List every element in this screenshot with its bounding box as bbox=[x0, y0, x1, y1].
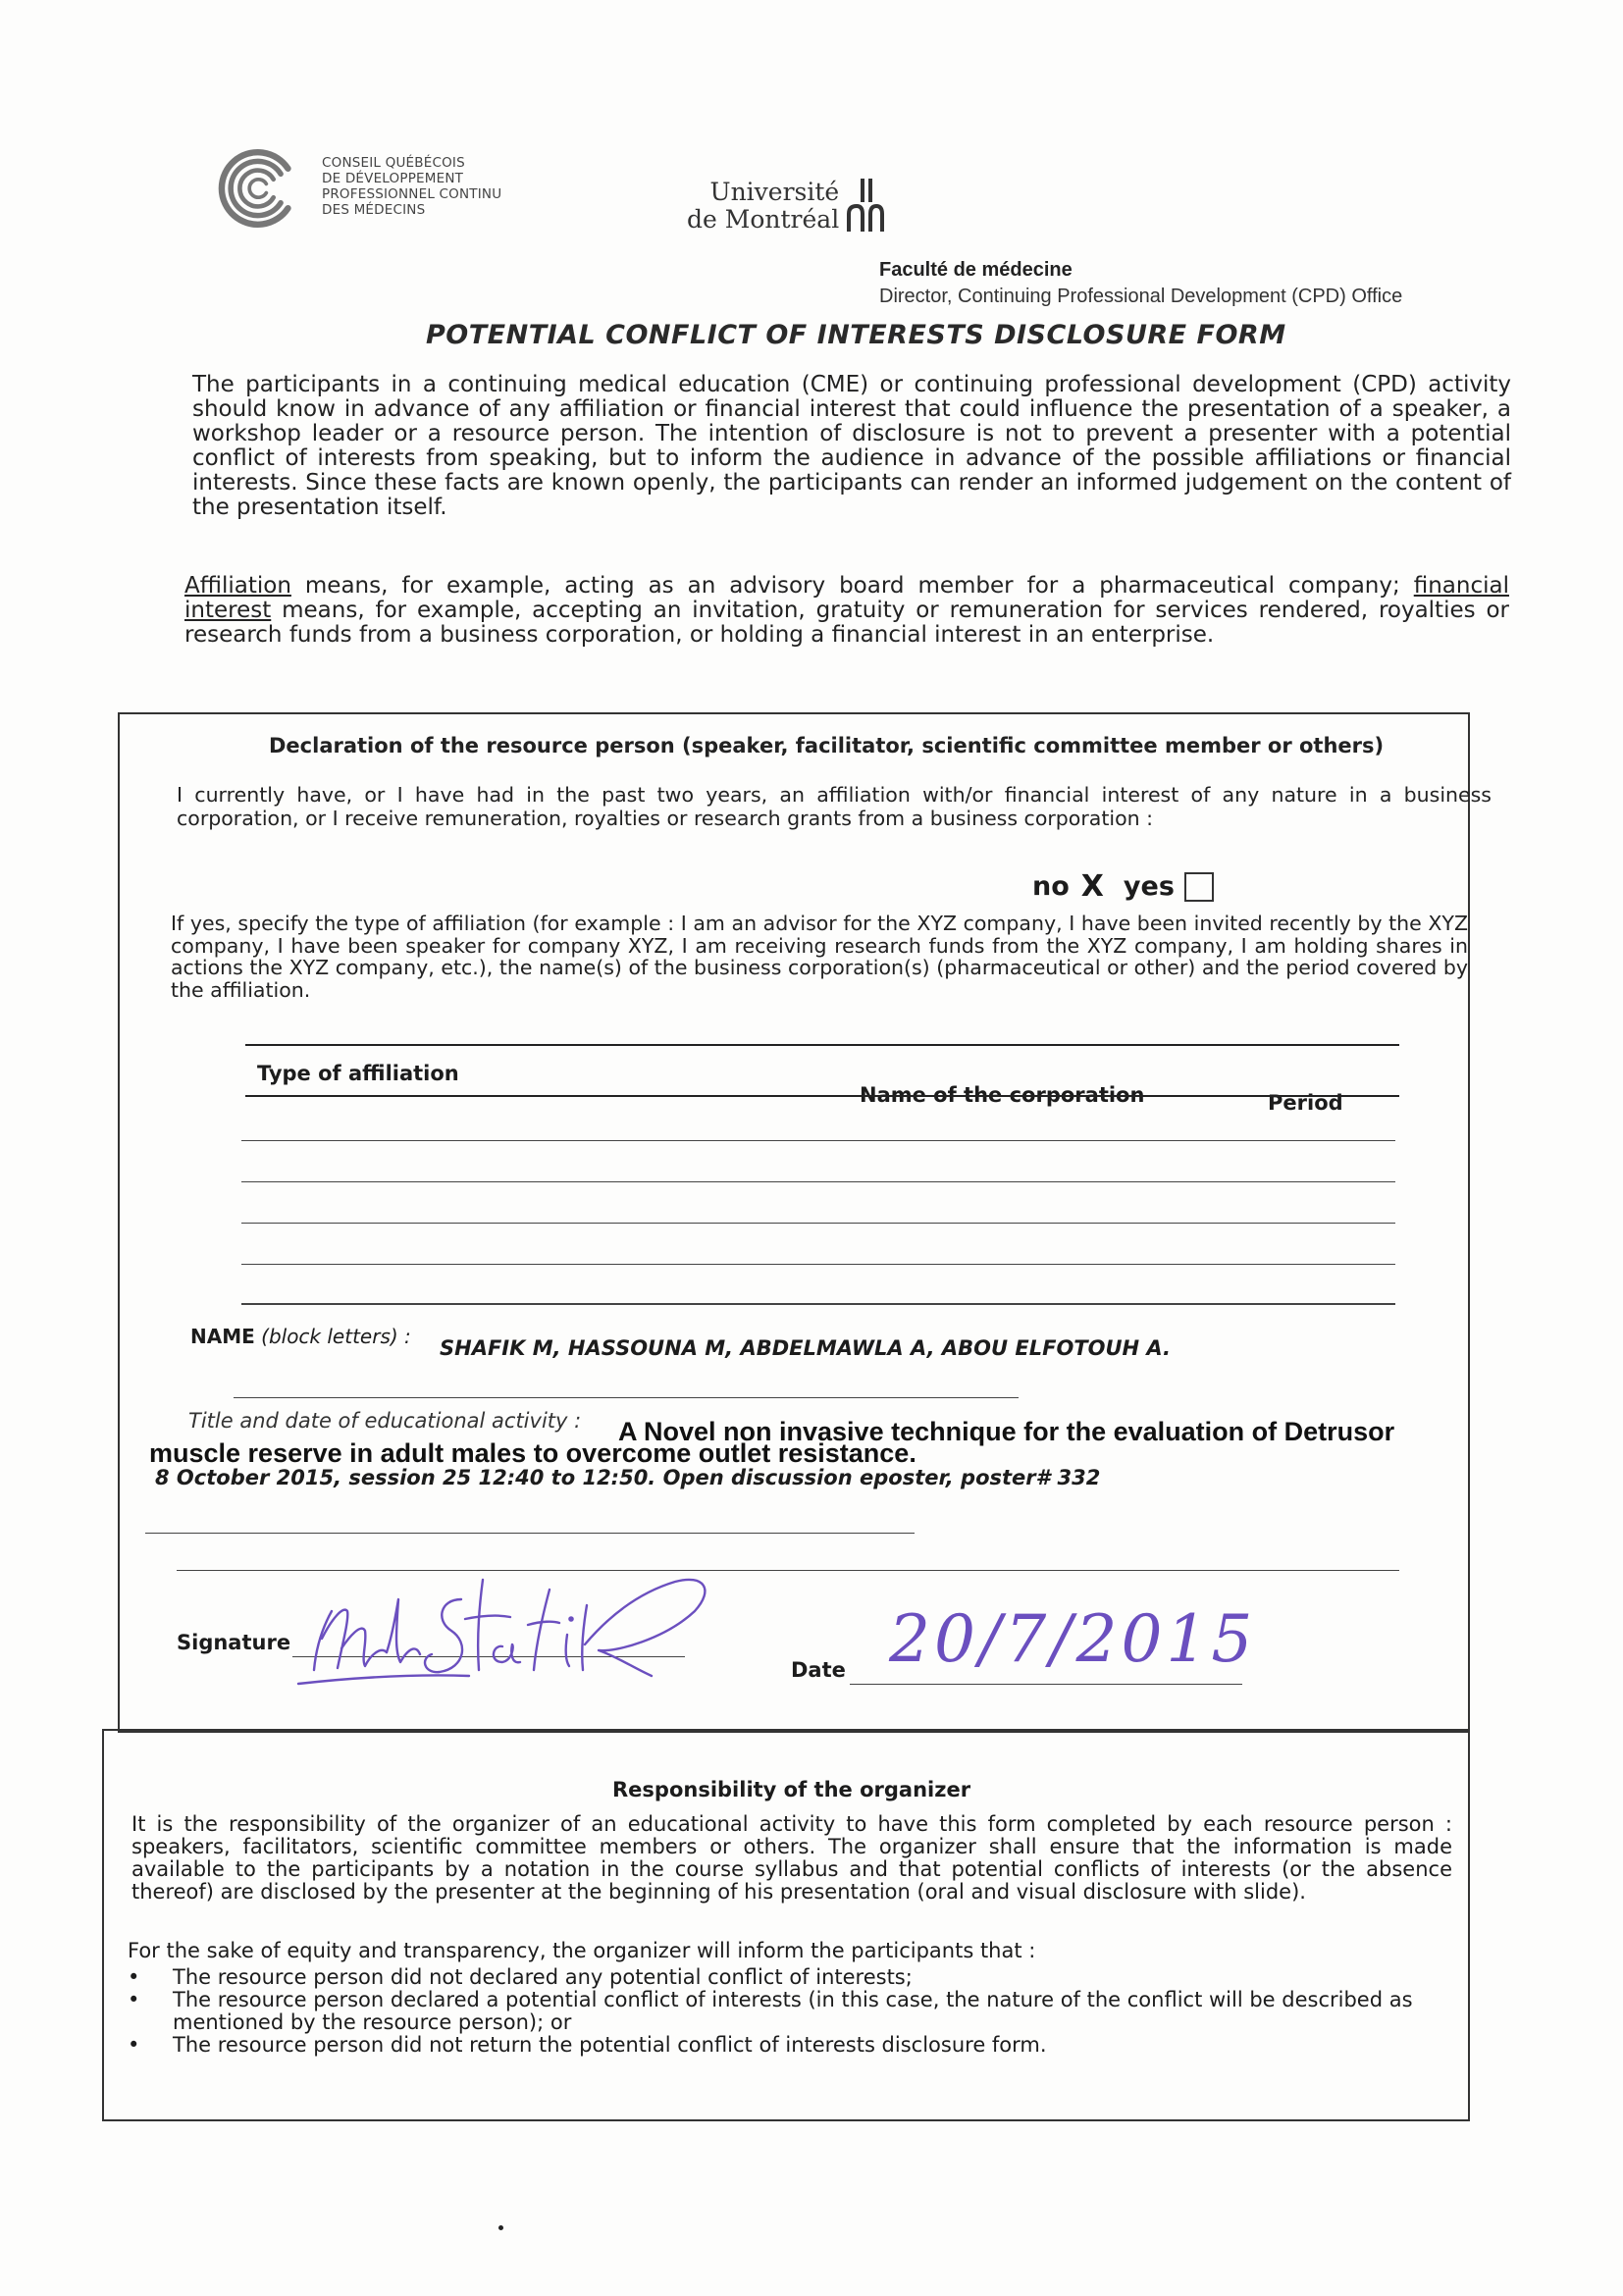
handwritten-date[interactable]: 20/7/2015 bbox=[889, 1601, 1257, 1677]
table-row[interactable] bbox=[241, 1264, 1395, 1265]
bullet-icon: • bbox=[128, 1988, 140, 2011]
intro-paragraph: The participants in a continuing medical education (CME) or continuing professional development (CPD) activity should know in advance of any affiliation or financial interest that could influence the presentation of a speaker, a workshop leader or a resource person. The intention of disclosure is not to prevent a presenter with a potential conflict of interests from speaking, but to inform the audience in advance of the possible affiliations or financial interests. Since these facts are known openly, the participants can render an informed judgement on the content of the presentation itself. bbox=[192, 372, 1511, 520]
faculty-block bbox=[879, 259, 1402, 308]
activity-title-line-2[interactable]: muscle reserve in adult males to overcome outlet resistance. bbox=[149, 1438, 916, 1468]
bullet-icon: • bbox=[128, 2033, 140, 2057]
table-row[interactable] bbox=[241, 1303, 1395, 1305]
list-item bbox=[128, 1989, 1452, 2034]
name-label-text: NAME bbox=[190, 1325, 255, 1348]
table-row[interactable] bbox=[241, 1181, 1395, 1182]
office-name: Director, Continuing Professional Development (CPD) Office bbox=[879, 286, 1403, 307]
yes-label: yes bbox=[1123, 871, 1175, 902]
cqdpcm-name bbox=[322, 155, 501, 218]
yes-checkbox[interactable] bbox=[1184, 872, 1214, 902]
udem-line-2: de Montréal bbox=[687, 205, 840, 234]
name-underline bbox=[234, 1397, 1019, 1398]
no-checkmark[interactable]: X bbox=[1080, 869, 1104, 904]
name-field-value[interactable]: SHAFIK M, HASSOUNA M, ABDELMAWLA A, ABOU ELFOTOUH A. bbox=[440, 1336, 1172, 1360]
affiliation-definition: means, for example, acting as an advisory board member for a pharmaceutical company; bbox=[290, 573, 1414, 599]
cqdpcm-line: PROFESSIONNEL CONTINU bbox=[322, 186, 502, 202]
column-header-type: Type of affiliation bbox=[257, 1062, 459, 1085]
if-yes-instructions: If yes, specify the type of affiliation (for example : I am an advisor for the XYZ company, I have been invited recently by the XYZ company, I have been speaker for company XYZ, I am receiving research funds from the XYZ company, I am holding shares in actions the XYZ company, etc.), the name(s) of the business corporation(s) (pharmaceutical or other) and the period covered by the affiliation. bbox=[171, 912, 1468, 1002]
udem-emblem-icon bbox=[843, 177, 888, 235]
declaration-statement: I currently have, or I have had in the past two years, an affiliation with/or financial interest of any nature in a business corporation, or I receive remuneration, royalties or research grants from a business corporation : bbox=[177, 783, 1492, 830]
signature-label: Signature bbox=[177, 1631, 291, 1654]
organizer-paragraph: It is the responsibility of the organizer of an educational activity to have this form completed by each resource person : speakers, facilitators, scientific committee members or others. The organizer shall ensure that the information is made available to the participants by a notation in the course syllabus and that potential conflicts of interests (or the absence thereof) are disclosed by the presenter at the beginning of his presentation (oral and visual disclosure with slide). bbox=[131, 1812, 1452, 1904]
list-item bbox=[128, 1966, 1452, 1989]
name-label-hint: (block letters) : bbox=[261, 1325, 411, 1348]
cqdpcm-logo-icon bbox=[214, 143, 304, 234]
no-label: no bbox=[1032, 871, 1070, 902]
financial-interest-term: financial interest bbox=[184, 573, 1509, 623]
affiliation-term: Affiliation bbox=[184, 573, 291, 599]
activity-underline bbox=[145, 1533, 915, 1534]
list-item-text: The resource person declared a potential conflict of interests (in this case, the nature of the conflict will be described as mentioned by the resource person); or bbox=[173, 1988, 1413, 2034]
table-row[interactable] bbox=[241, 1140, 1395, 1141]
scan-speck bbox=[498, 2225, 503, 2230]
udem-line-1: Université bbox=[709, 178, 840, 206]
no-yes-choice bbox=[1032, 869, 1214, 904]
cqdpcm-line: CONSEIL QUÉBÉCOIS bbox=[322, 155, 465, 171]
table-top-rule bbox=[245, 1044, 1399, 1046]
cqdpcm-line: DE DÉVELOPPEMENT bbox=[322, 171, 464, 186]
list-item bbox=[128, 2034, 1452, 2057]
cqdpcm-line: DES MÉDECINS bbox=[322, 202, 426, 218]
column-header-period: Period bbox=[1268, 1091, 1343, 1115]
activity-label: Title and date of educational activity : bbox=[188, 1409, 582, 1433]
handwritten-signature[interactable] bbox=[292, 1560, 714, 1697]
financial-interest-definition: means, for example, accepting an invitation, gratuity or remuneration for services rendered, royalties or research funds from a business corporation, or holding a financial interest in an enterprise. bbox=[184, 598, 1509, 648]
cqdpcm-header bbox=[214, 143, 501, 234]
bullet-icon: • bbox=[128, 1965, 140, 1989]
faculty-name: Faculté de médecine bbox=[879, 259, 1073, 281]
table-row[interactable] bbox=[241, 1223, 1395, 1224]
udem-wordmark bbox=[687, 179, 839, 234]
organizer-heading: Responsibility of the organizer bbox=[612, 1778, 971, 1801]
definitions-paragraph bbox=[184, 574, 1509, 648]
list-item-text: The resource person did not declared any potential conflict of interests; bbox=[173, 1965, 913, 1989]
activity-details[interactable]: 8 October 2015, session 25 12:40 to 12:50. Open discussion eposter, poster# 332 bbox=[155, 1466, 1101, 1489]
table-header-rule bbox=[245, 1095, 1399, 1097]
form-title: POTENTIAL CONFLICT OF INTERESTS DISCLOSURE FORM bbox=[426, 320, 1286, 350]
activity-title-line-1[interactable]: A Novel non invasive technique for the evaluation of Detrusor bbox=[618, 1417, 1395, 1446]
date-underline bbox=[850, 1684, 1242, 1685]
date-label: Date bbox=[791, 1658, 846, 1682]
declaration-heading: Declaration of the resource person (speaker, facilitator, scientific committee member or others) bbox=[269, 734, 1385, 757]
column-header-corporation: Name of the corporation bbox=[860, 1083, 1145, 1107]
list-item-text: The resource person did not return the potential conflict of interests disclosure form. bbox=[173, 2033, 1047, 2057]
organizer-intro: For the sake of equity and transparency, the organizer will inform the participants that : bbox=[128, 1939, 1036, 1962]
organizer-list bbox=[128, 1966, 1452, 2057]
udem-logo bbox=[687, 179, 888, 235]
name-label bbox=[190, 1325, 411, 1348]
